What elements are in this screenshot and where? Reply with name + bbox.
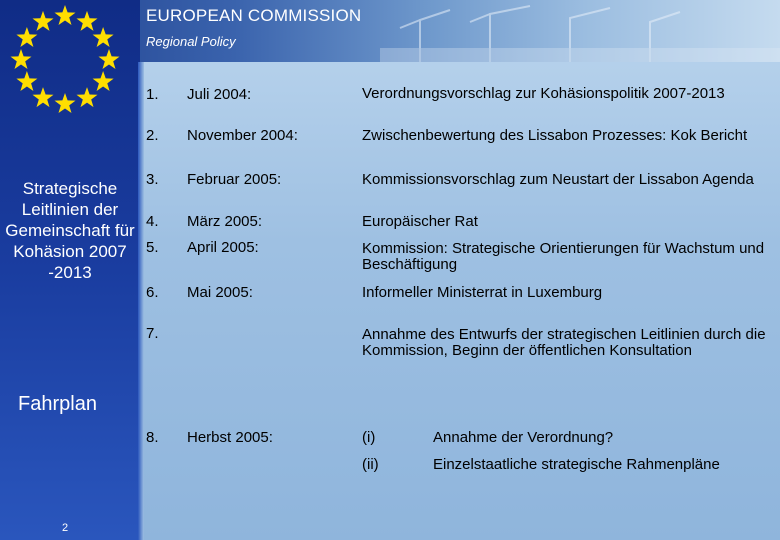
- sidebar-edge: [138, 62, 144, 540]
- sub-item-number: (ii): [362, 456, 379, 473]
- sub-item-description: Einzelstaatliche strategische Rahmenpläne: [433, 456, 720, 473]
- row-description: Zwischenbewertung des Lissabon Prozesses: Kok Bericht: [362, 127, 748, 144]
- row-number: 3.: [146, 171, 159, 188]
- row-date: Herbst 2005:: [187, 429, 273, 446]
- row-number: 1.: [146, 86, 159, 103]
- sub-item-description: Annahme der Verordnung?: [433, 429, 614, 446]
- star-icon: [33, 87, 54, 107]
- star-icon: [99, 49, 120, 69]
- row-description: Informeller Ministerrat in Luxemburg: [362, 284, 603, 301]
- row-number: 7.: [146, 325, 159, 342]
- star-icon: [77, 11, 98, 31]
- harbor-cranes-image: [380, 0, 780, 62]
- row-description: Europäischer Rat: [362, 213, 478, 230]
- star-icon: [93, 27, 114, 47]
- eu-flag-stars-icon: [0, 0, 135, 120]
- section-label: Fahrplan: [18, 393, 97, 415]
- sub-item-number: (i): [362, 429, 376, 446]
- star-icon: [55, 5, 76, 25]
- row-date: November 2004:: [187, 127, 298, 144]
- row-date: Juli 2004:: [187, 86, 252, 103]
- star-icon: [33, 11, 54, 31]
- star-icon: [55, 93, 76, 113]
- sidebar-title: Strategische Leitlinien der Gemeinschaft für Kohäsion 2007 -2013: [5, 179, 135, 282]
- header-title: EUROPEAN COMMISSION: [146, 6, 362, 25]
- star-icon: [93, 71, 114, 91]
- row-description: Annahme des Entwurfs der strategischen Leitlinien durch die Kommission, Beginn der öffentlichen Konsultation: [362, 326, 766, 359]
- row-number: 2.: [146, 127, 159, 144]
- row-date: März 2005:: [187, 213, 263, 230]
- row-number: 6.: [146, 284, 159, 301]
- row-description: Kommissionsvorschlag zum Neustart der Lissabon Agenda: [362, 171, 754, 188]
- star-icon: [16, 27, 37, 47]
- row-number: 5.: [146, 239, 159, 256]
- row-description: Verordnungsvorschlag zur Kohäsionspolitik 2007-2013: [362, 85, 725, 102]
- star-icon: [77, 87, 98, 107]
- row-date: Februar 2005:: [187, 171, 282, 188]
- star-icon: [16, 71, 37, 91]
- row-date: Mai 2005:: [187, 284, 253, 301]
- row-number: 8.: [146, 429, 159, 446]
- row-description: Kommission: Strategische Orientierungen für Wachstum und Beschäftigung: [362, 240, 765, 273]
- star-icon: [11, 49, 32, 69]
- row-date: April 2005:: [187, 239, 259, 256]
- row-number: 4.: [146, 213, 159, 230]
- page-number: 2: [62, 522, 69, 534]
- header-subtitle: Regional Policy: [146, 34, 236, 49]
